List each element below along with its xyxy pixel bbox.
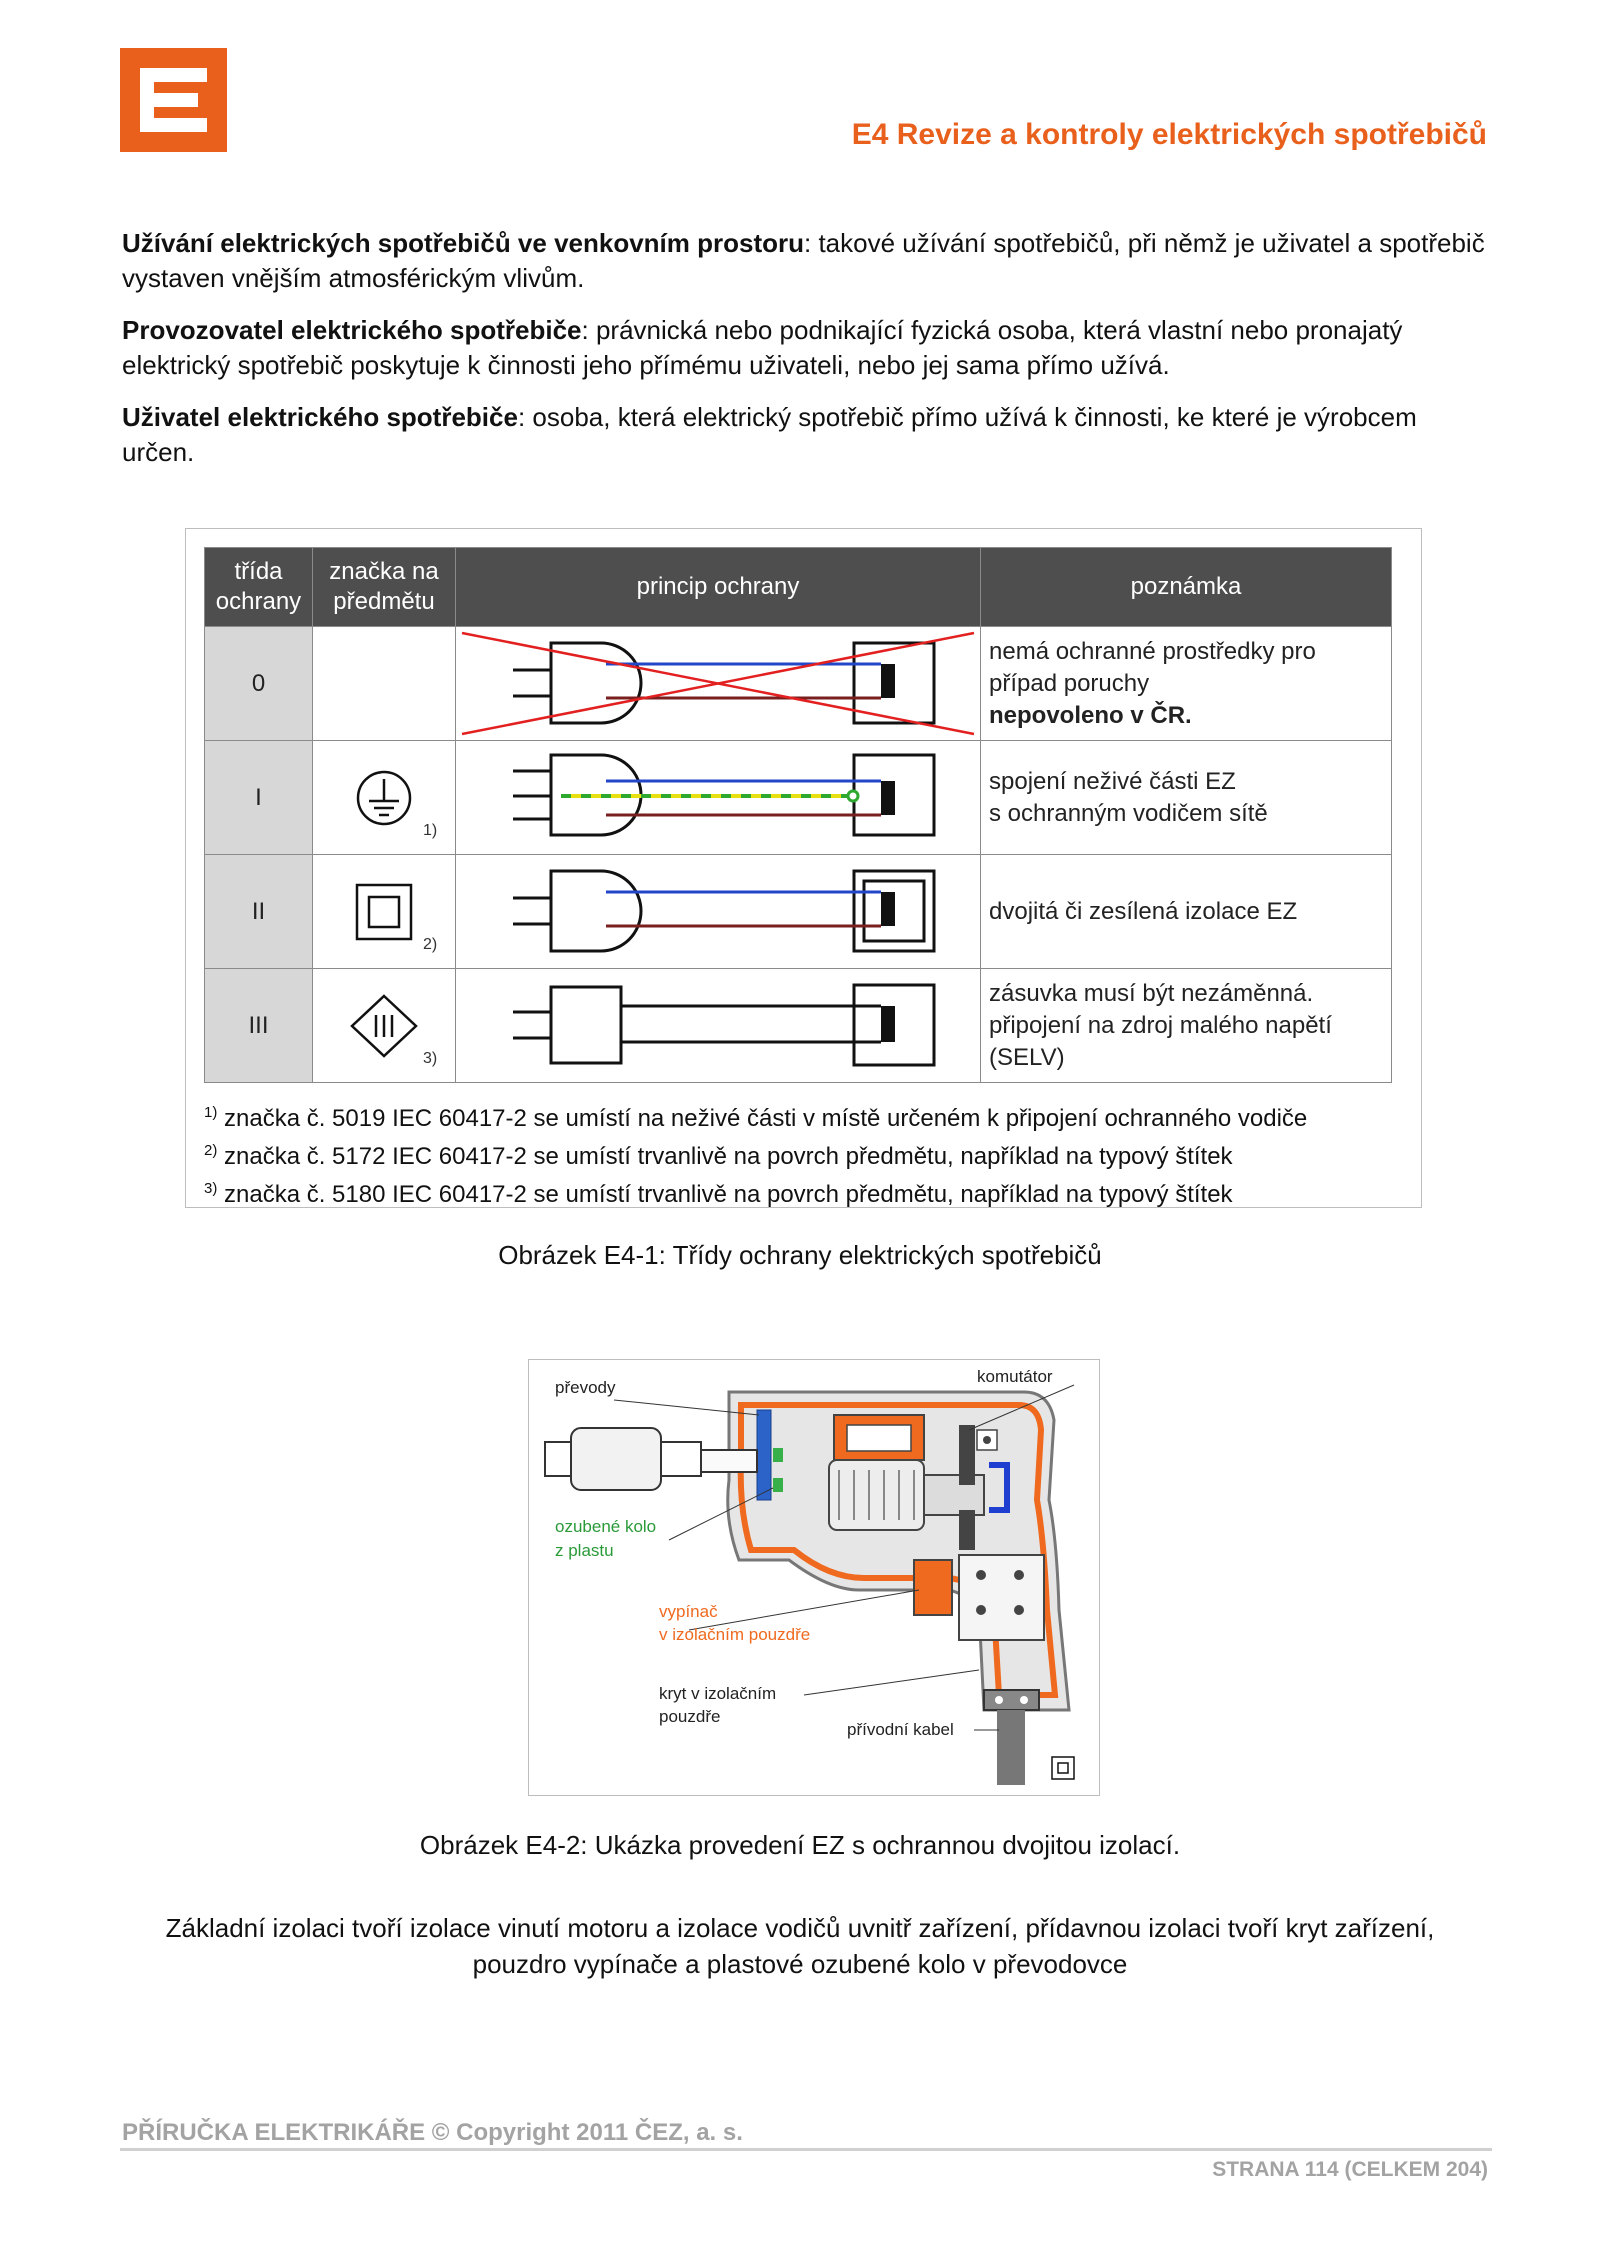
header-znacka: značka na předmětu [313, 548, 456, 627]
note-cell [981, 969, 1392, 1083]
definition-term: Užívání elektrických spotřebičů ve venkovním prostoru [122, 228, 805, 258]
footnote: $^{1)}$ značka č. 5019 IEC 60417-2 se umístí na neživé části v místě určeném k připojení ochranného vodiče [204, 1104, 1308, 1132]
table-row [205, 741, 1392, 855]
class-cell: II [205, 855, 313, 969]
footnote-marker: 2) [423, 936, 438, 953]
note-line: spojení neživé části EZ [989, 767, 1236, 795]
header-trida-ochrany: třída ochrany [205, 548, 313, 627]
class-cell: I [205, 741, 313, 855]
note-line: připojení na zdroj malého napětí [989, 1011, 1332, 1039]
note-line: dvojitá či zesílená izolace EZ [989, 897, 1298, 925]
table-row [205, 855, 1392, 969]
definition-paragraph [122, 226, 1487, 296]
note-cell [981, 741, 1392, 855]
protective-earth-icon [349, 763, 419, 833]
symbol-cell [313, 741, 456, 855]
class-cell: 0 [205, 627, 313, 741]
definition-text: : takové užívání spotřebičů, při němž je uživatel a spotřebič vystaven vnějším atmosférickým vlivům. [122, 228, 1485, 293]
note-line: s ochranným vodičem sítě [989, 799, 1268, 827]
label-vypinac: vypínač [659, 1602, 718, 1621]
table-header-row [205, 548, 1392, 627]
protection-classes-table [204, 547, 1392, 1083]
footnote-marker: 3) [423, 1050, 438, 1067]
label-ozubene-kolo-2: z plastu [555, 1541, 614, 1560]
drill-illustration [529, 1360, 1100, 1796]
page-header-title: E4 Revize a kontroly elektrických spotřebičů [851, 118, 1487, 151]
principle-diagram-class-III [456, 969, 981, 1083]
note-line: (SELV) [989, 1043, 1065, 1071]
footnote: $^{2)}$ značka č. 5172 IEC 60417-2 se umístí trvanlivě na povrch předmětu, například na typový štítek [204, 1142, 1233, 1170]
definition-text: : osoba, která elektrický spotřebič přímo užívá k činnosti, ke které je výrobcem určen. [122, 402, 1417, 467]
drill-double-insulation-figure [528, 1359, 1100, 1796]
note-line: nemá ochranné prostředky pro [989, 637, 1316, 665]
table-row [205, 969, 1392, 1083]
definition-paragraph [122, 313, 1487, 383]
label-vypinac-2: v izolačním pouzdře [659, 1625, 811, 1644]
symbol-cell [313, 855, 456, 969]
figure2-caption: Obrázek E4-2: Ukázka provedení EZ s ochrannou dvojitou izolací. [419, 1830, 1181, 1860]
note-bold: nepovoleno v ČR. [989, 701, 1192, 729]
label-prevody: převody [555, 1378, 616, 1397]
protection-classes-figure [185, 528, 1422, 1208]
definition-term: Uživatel elektrického spotřebiče [122, 402, 518, 432]
label-privodni-kabel: přívodní kabel [847, 1720, 954, 1739]
cez-logo [120, 48, 227, 152]
principle-diagram-class-0 [456, 627, 981, 741]
definition-text: : právnická nebo podnikající fyzická osoba, která vlastní nebo pronajatý elektrický spotřebič poskytuje k činnosti jeho přímému uživateli, nebo jej sama přímo užívá. [122, 315, 1403, 380]
principle-diagram-class-I [456, 741, 981, 855]
header-princip: princip ochrany [456, 548, 981, 627]
definition-paragraph [122, 400, 1487, 470]
footnote-marker: 1) [423, 822, 438, 839]
footer-page-number: STRANA 114 (CELKEM 204) [1212, 2158, 1488, 2181]
figure1-caption: Obrázek E4-1: Třídy ochrany elektrických spotřebičů [498, 1240, 1102, 1270]
double-insulation-icon [349, 877, 419, 947]
symbol-cell-empty [313, 627, 456, 741]
footnote: $^{3)}$ značka č. 5180 IEC 60417-2 se umístí trvanlivě na povrch předmětu, například na typový štítek [204, 1180, 1233, 1208]
label-kryt-2: pouzdře [659, 1707, 721, 1726]
note-cell [981, 855, 1392, 969]
body-paragraph: Základní izolaci tvoří izolace vinutí motoru a izolace vodičů uvnitř zařízení, přídavnou izolaci tvoří kryt zařízení, pouzdro vypínače a plastové ozubené kolo v převodovce [165, 1913, 1435, 1979]
header-poznamka: poznámka [981, 548, 1392, 627]
definitions [122, 226, 1487, 487]
definition-term: Provozovatel elektrického spotřebiče [122, 315, 582, 345]
label-ozubene-kolo: ozubené kolo [555, 1517, 657, 1536]
class-cell: III [205, 969, 313, 1083]
footer-copyright: PŘÍRUČKA ELEKTRIKÁŘE © Copyright 2011 ČEZ, a. s. [122, 2119, 743, 2146]
note-line: zásuvka musí být nezáměnná. [989, 979, 1314, 1007]
note-cell [981, 627, 1392, 741]
principle-diagram-class-II [456, 855, 981, 969]
table-row [205, 627, 1392, 741]
note-line: případ poruchy [989, 669, 1150, 697]
footer-divider [120, 2148, 1492, 2151]
label-komutator: komutátor [977, 1367, 1053, 1386]
selv-icon [344, 991, 424, 1061]
footnotes [204, 1097, 1307, 1211]
symbol-cell [313, 969, 456, 1083]
label-kryt: kryt v izolačním [659, 1684, 777, 1703]
